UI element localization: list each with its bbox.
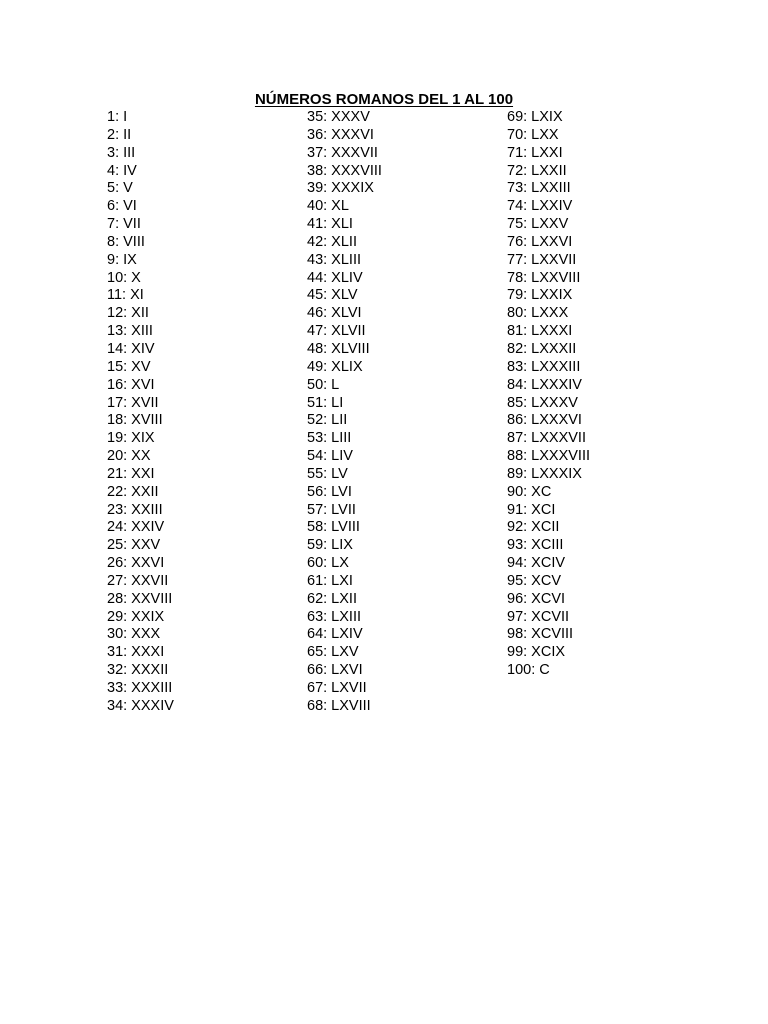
- numeral-entry: 53: LIII: [307, 430, 352, 447]
- numeral-entry: 98: XCVIII: [507, 626, 574, 643]
- numeral-entry: 7: VII: [107, 216, 141, 233]
- numeral-entry: 8: VIII: [107, 233, 145, 250]
- numeral-entry: 66: LXVI: [307, 662, 363, 679]
- numeral-entry: 16: XVI: [107, 376, 155, 393]
- numeral-entry: 62: LXII: [307, 590, 357, 607]
- numeral-entry: 37: XXXVII: [307, 144, 378, 161]
- numeral-entry: 30: XXX: [107, 626, 161, 643]
- numeral-entry: 80: LXXX: [507, 305, 569, 322]
- numeral-entry: 12: XII: [107, 305, 149, 322]
- numeral-entry: 23: XXIII: [107, 501, 163, 518]
- numeral-entry: 49: XLIX: [307, 358, 363, 375]
- numeral-entry: 84: LXXXIV: [507, 376, 582, 393]
- numeral-entry: 24: XXIV: [107, 519, 165, 536]
- numeral-entry: 96: XCVI: [507, 590, 566, 607]
- numeral-entry: 10: X: [107, 269, 141, 286]
- numeral-entry: 5: V: [107, 180, 133, 197]
- numeral-entry: 58: LVIII: [307, 519, 360, 536]
- numeral-entry: 77: LXXVII: [507, 251, 577, 268]
- numeral-entry: 45: XLV: [307, 287, 358, 304]
- numeral-entry: 46: XLVI: [307, 305, 362, 322]
- numeral-entry: 79: LXXIX: [507, 287, 573, 304]
- numeral-entry: 14: XIV: [107, 340, 155, 357]
- numeral-entry: 3: III: [107, 144, 136, 161]
- numeral-column-1: [107, 109, 174, 716]
- numeral-entry: 83: LXXXIII: [507, 358, 581, 375]
- numeral-entry: 21: XXI: [107, 465, 155, 482]
- numeral-entry: 95: XCV: [507, 572, 561, 589]
- numeral-entry: 38: XXXVIII: [307, 162, 382, 179]
- numeral-entry: 71: LXXI: [507, 144, 563, 161]
- numeral-entry: 76: LXXVI: [507, 233, 573, 250]
- numeral-entry: 9: IX: [107, 251, 137, 268]
- numeral-entry: 93: XCIII: [507, 537, 564, 554]
- numeral-column-3: [507, 109, 590, 680]
- numeral-entry: 28: XXVIII: [107, 590, 173, 607]
- numeral-entry: 54: LIV: [307, 448, 353, 465]
- numeral-entry: 22: XXII: [107, 483, 159, 500]
- numeral-entry: 74: LXXIV: [507, 198, 573, 215]
- numeral-entry: 2: II: [107, 126, 132, 143]
- numeral-entry: 44: XLIV: [307, 269, 363, 286]
- numeral-entry: 89: LXXXIX: [507, 465, 582, 482]
- numeral-entry: 81: LXXXI: [507, 323, 573, 340]
- numeral-entry: 94: XCIV: [507, 555, 566, 572]
- numeral-entry: 60: LX: [307, 555, 349, 572]
- numeral-entry: 51: LI: [307, 394, 344, 411]
- numeral-entry: 6: VI: [107, 198, 137, 215]
- numeral-entry: 87: LXXXVII: [507, 430, 586, 447]
- numeral-entry: 19: XIX: [107, 430, 155, 447]
- numeral-entry: 39: XXXIX: [307, 180, 374, 197]
- numeral-entry: 47: XLVII: [307, 323, 366, 340]
- numeral-entry: 59: LIX: [307, 537, 353, 554]
- numeral-entry: 82: LXXXII: [507, 340, 577, 357]
- numeral-entry: 27: XXVII: [107, 572, 169, 589]
- numeral-entry: 31: XXXI: [107, 644, 165, 661]
- numeral-entry: 41: XLI: [307, 216, 353, 233]
- numeral-entry: 91: XCI: [507, 501, 556, 518]
- numeral-entry: 34: XXXIV: [107, 697, 174, 714]
- numeral-entry: 32: XXXII: [107, 662, 169, 679]
- numeral-entry: 75: LXXV: [507, 216, 569, 233]
- numeral-entry: 97: XCVII: [507, 608, 570, 625]
- numeral-entry: 90: XC: [507, 483, 552, 500]
- numeral-entry: 57: LVII: [307, 501, 356, 518]
- numeral-entry: 65: LXV: [307, 644, 359, 661]
- numeral-entry: 52: LII: [307, 412, 348, 429]
- numeral-entry: 43: XLIII: [307, 251, 362, 268]
- numeral-entry: 78: LXXVIII: [507, 269, 581, 286]
- numeral-entry: 63: LXIII: [307, 608, 362, 625]
- numeral-entry: 70: LXX: [507, 126, 559, 143]
- numeral-entry: 48: XLVIII: [307, 340, 370, 357]
- numeral-entry: 64: LXIV: [307, 626, 363, 643]
- numeral-entry: 100: C: [507, 662, 550, 679]
- numeral-entry: 73: LXXIII: [507, 180, 571, 197]
- numeral-entry: 42: XLII: [307, 233, 357, 250]
- numeral-entry: 20: XX: [107, 448, 151, 465]
- numeral-entry: 99: XCIX: [507, 644, 566, 661]
- numeral-entry: 13: XIII: [107, 323, 153, 340]
- document-title-text: NÚMEROS ROMANOS DEL 1 AL 100: [254, 91, 514, 108]
- numeral-entry: 18: XVIII: [107, 412, 163, 429]
- numeral-entry: 15: XV: [107, 358, 151, 375]
- numeral-entry: 25: XXV: [107, 537, 161, 554]
- numeral-entry: 72: LXXII: [507, 162, 567, 179]
- document-title: [0, 91, 768, 109]
- numeral-entry: 68: LXVIII: [307, 697, 371, 714]
- numeral-entry: 29: XXIX: [107, 608, 165, 625]
- numeral-column-2: [307, 109, 382, 716]
- numeral-entry: 36: XXXVI: [307, 126, 374, 143]
- numeral-entry: 61: LXI: [307, 572, 353, 589]
- numeral-entry: 85: LXXXV: [507, 394, 578, 411]
- numeral-entry: 67: LXVII: [307, 680, 367, 696]
- numeral-entry: 26: XXVI: [107, 555, 165, 572]
- numeral-entry: 55: LV: [307, 465, 348, 482]
- numeral-entry: 69: LXIX: [507, 109, 563, 125]
- numeral-entry: 17: XVII: [107, 394, 159, 411]
- numeral-entry: 33: XXXIII: [107, 680, 173, 696]
- numeral-entry: 50: L: [307, 376, 340, 393]
- numeral-entry: 35: XXXV: [307, 109, 370, 125]
- numeral-entry: 56: LVI: [307, 483, 352, 500]
- numeral-entry: 86: LXXXVI: [507, 412, 582, 429]
- numeral-entry: 4: IV: [107, 162, 137, 179]
- numeral-entry: 88: LXXXVIII: [507, 448, 591, 465]
- numeral-entry: 92: XCII: [507, 519, 560, 536]
- numeral-entry: 40: XL: [307, 198, 349, 215]
- numeral-entry: 11: XI: [107, 287, 144, 304]
- numeral-entry: 1: I: [107, 109, 128, 125]
